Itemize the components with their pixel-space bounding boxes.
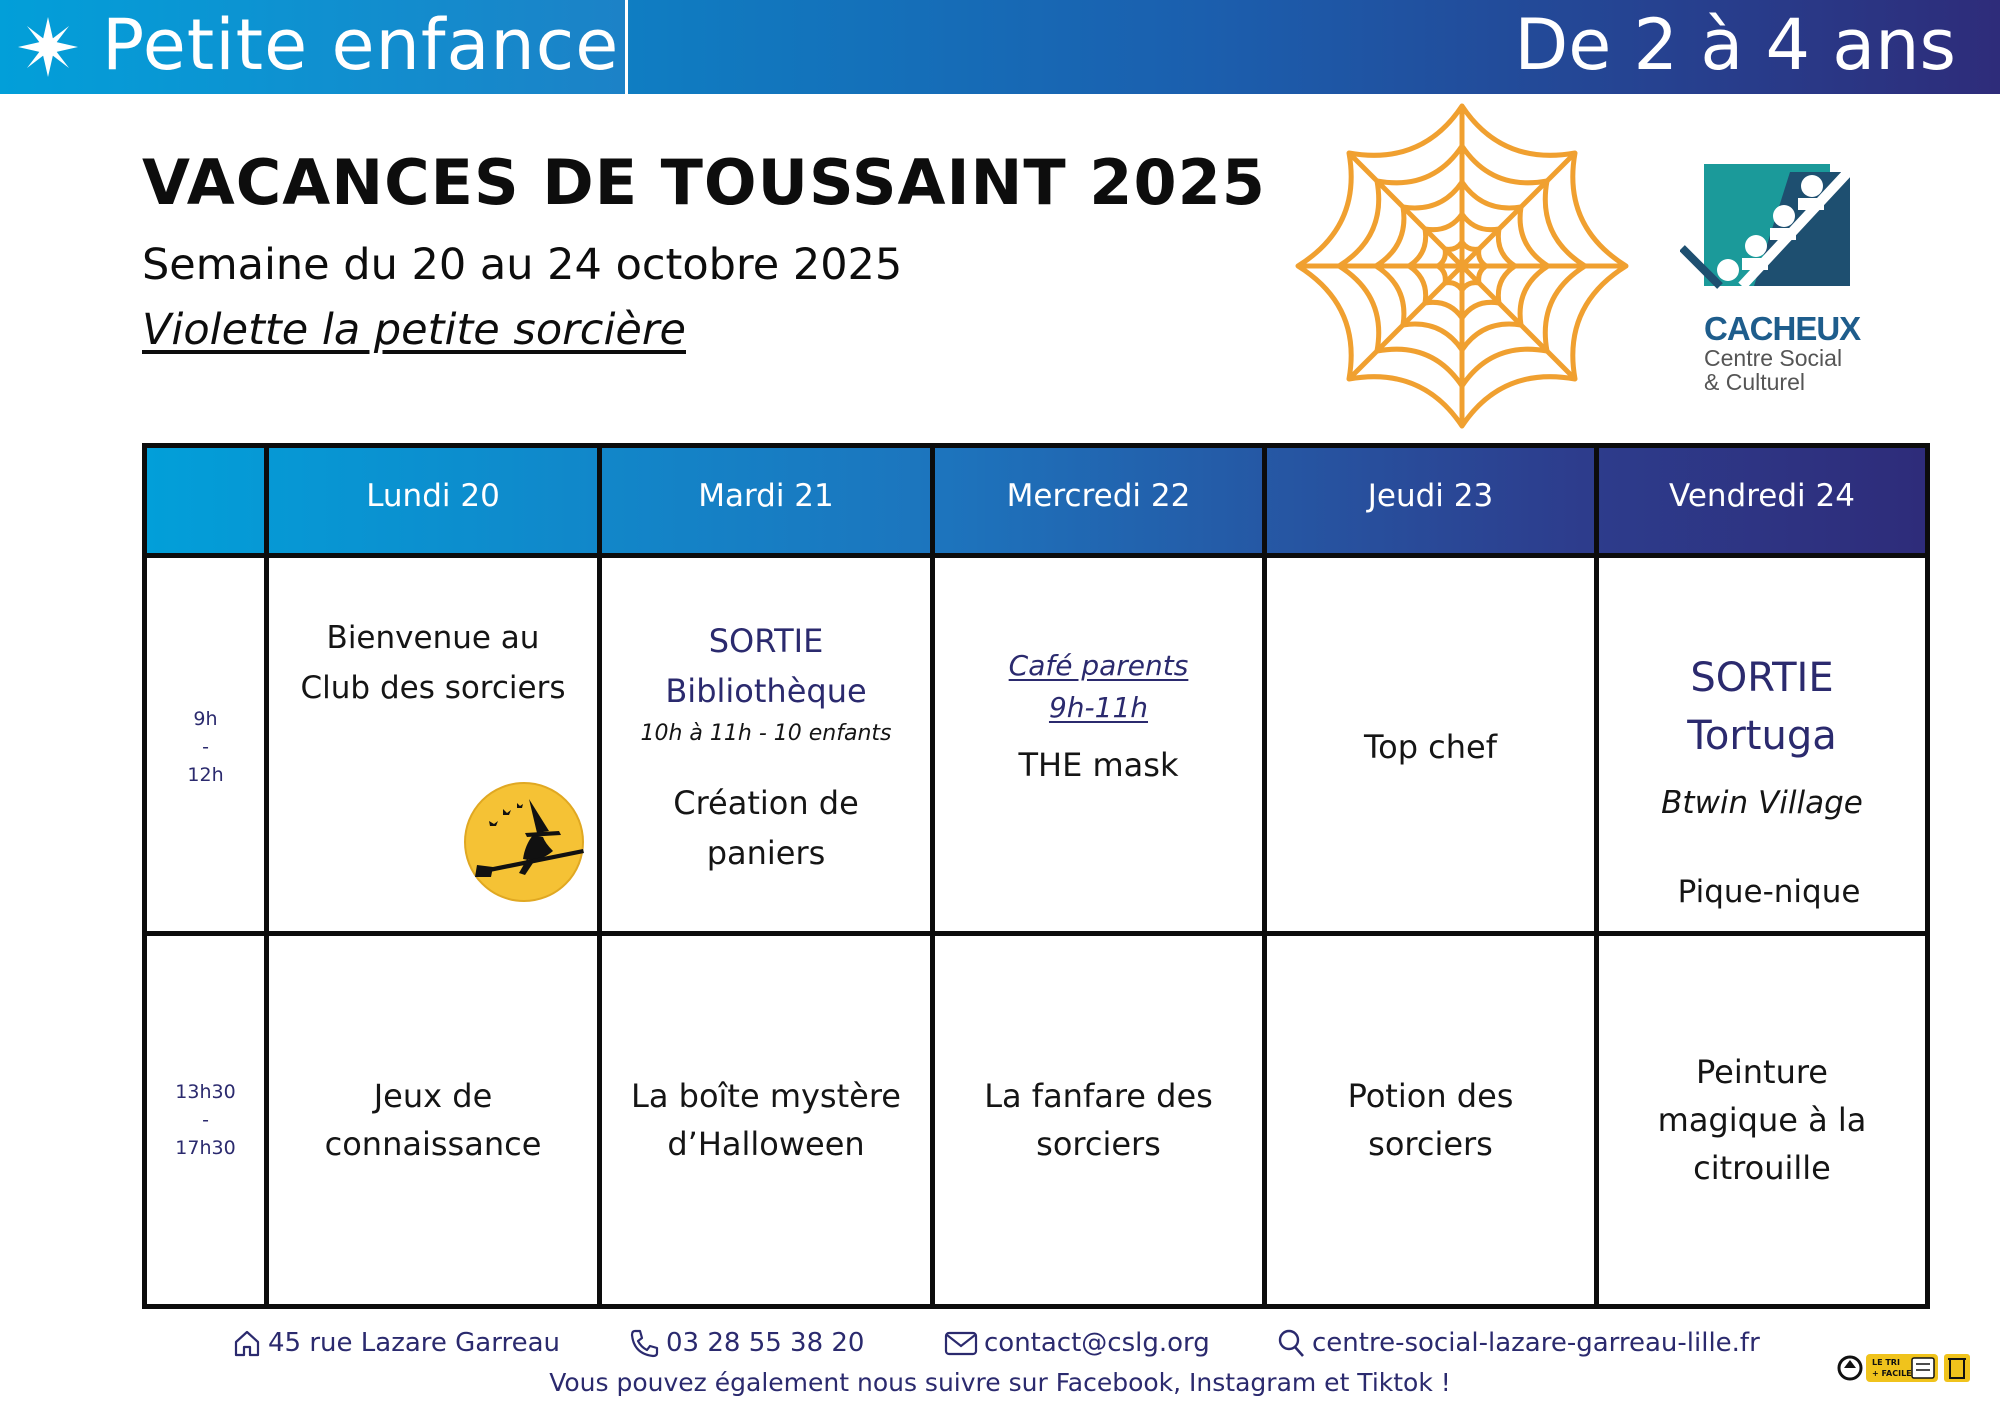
outing-detail: 10h à 11h - 10 enfants — [640, 721, 892, 746]
cafe-parents-time[interactable]: 9h-11h — [1048, 691, 1149, 724]
age-range: De 2 à 4 ans — [1514, 4, 1956, 86]
email-text: contact@cslg.org — [984, 1328, 1210, 1358]
outing-place: Tortuga — [1687, 713, 1837, 759]
activity-text: La fanfare des — [984, 1077, 1213, 1115]
social-note: Vous pouvez également nous suivre sur Facebook, Instagram et Tiktok ! — [549, 1368, 1451, 1397]
time-separator: - — [202, 1109, 209, 1131]
activity-cell-jeudi-afternoon — [1267, 936, 1594, 1304]
spider-web-icon — [1294, 100, 1630, 432]
activity-text: connaissance — [324, 1125, 542, 1163]
footer-phone[interactable] — [628, 1328, 864, 1358]
outing-detail: Btwin Village — [1661, 785, 1863, 821]
outing-tag: SORTIE — [1690, 655, 1834, 701]
schedule-table — [142, 443, 1930, 1309]
website-text: centre-social-lazare-garreau-lille.fr — [1312, 1328, 1760, 1358]
outing-place: Bibliothèque — [665, 672, 867, 710]
activity-cell-lundi-morning — [269, 563, 597, 813]
logo-subtitle-2: & Culturel — [1704, 369, 1805, 395]
phone-text: 03 28 55 38 20 — [666, 1328, 865, 1358]
day-header-jeudi: Jeudi 23 — [1367, 478, 1494, 514]
activity-text: sorciers — [1036, 1125, 1161, 1163]
activity-text: citrouille — [1693, 1149, 1831, 1187]
mail-icon — [944, 1328, 978, 1358]
activity-text: La boîte mystère — [631, 1077, 901, 1115]
activity-text: Jeux de — [373, 1077, 493, 1115]
activity-cell-lundi-afternoon — [269, 936, 597, 1304]
page-title: VACANCES DE TOUSSAINT 2025 — [142, 146, 1266, 219]
activity-text: Création de — [673, 784, 859, 822]
cafe-parents-link[interactable]: Café parents — [1008, 649, 1189, 682]
header-bar — [0, 0, 2000, 94]
time-start: 9h — [193, 708, 218, 730]
search-icon — [1276, 1328, 1306, 1358]
footer-website[interactable] — [1276, 1328, 1760, 1358]
time-slot-morning — [147, 563, 264, 931]
time-separator: - — [202, 736, 209, 758]
address-text: 45 rue Lazare Garreau — [268, 1328, 560, 1358]
day-header-mardi: Mardi 21 — [698, 478, 834, 514]
activity-text: Club des sorciers — [300, 670, 566, 706]
activity-cell-vendredi-morning — [1599, 563, 1925, 931]
footer — [0, 1322, 2000, 1414]
outing-extra: Pique-nique — [1677, 874, 1861, 910]
activity-cell-mardi-morning — [602, 563, 930, 931]
activity-text: d’Halloween — [667, 1125, 865, 1163]
time-start: 13h30 — [175, 1081, 236, 1103]
activity-text: Peinture — [1696, 1053, 1828, 1091]
logo-graphic — [1680, 138, 1860, 308]
activity-text: Potion des — [1347, 1077, 1514, 1115]
star-burst-icon — [18, 17, 78, 77]
tri-label-1: LE TRI — [1872, 1358, 1900, 1367]
activity-text: THE mask — [1018, 746, 1179, 784]
witch-moon-icon — [463, 781, 585, 903]
activity-cell-vendredi-afternoon — [1599, 936, 1925, 1304]
time-end: 17h30 — [175, 1137, 236, 1159]
activity-cell-jeudi-morning — [1267, 563, 1594, 931]
week-subtitle: Semaine du 20 au 24 octobre 2025 — [142, 240, 903, 290]
centre-logo — [1680, 138, 1860, 398]
day-header-vendredi: Vendredi 24 — [1669, 478, 1855, 514]
activity-text: Bienvenue au — [326, 620, 540, 656]
recycling-logo — [1836, 1350, 1976, 1386]
home-icon — [232, 1328, 262, 1358]
day-header-lundi: Lundi 20 — [366, 478, 500, 514]
activity-text: sorciers — [1368, 1125, 1493, 1163]
activity-cell-mercredi-afternoon — [935, 936, 1262, 1304]
time-end: 12h — [187, 764, 224, 786]
section-title: Petite enfance — [102, 4, 620, 86]
outing-tag: SORTIE — [708, 622, 824, 660]
logo-subtitle-1: Centre Social — [1704, 345, 1843, 371]
footer-address — [232, 1328, 560, 1358]
logo-name-last: CACHEUX — [1704, 310, 1861, 347]
activity-text: magique à la — [1657, 1101, 1867, 1139]
time-slot-afternoon — [147, 936, 264, 1304]
activity-cell-mercredi-morning — [935, 563, 1262, 903]
theme-title: Violette la petite sorcière — [142, 305, 686, 355]
phone-icon — [628, 1328, 660, 1358]
activity-text: Top chef — [1364, 728, 1497, 766]
activity-cell-mardi-afternoon — [602, 936, 930, 1304]
day-header-mercredi: Mercredi 22 — [1006, 478, 1191, 514]
logo-name-first: DENISE — [1756, 284, 1857, 314]
section-banner — [0, 0, 628, 94]
footer-email[interactable] — [944, 1328, 1210, 1358]
tri-label-2: + FACILE — [1872, 1369, 1912, 1378]
activity-text: paniers — [706, 834, 826, 872]
